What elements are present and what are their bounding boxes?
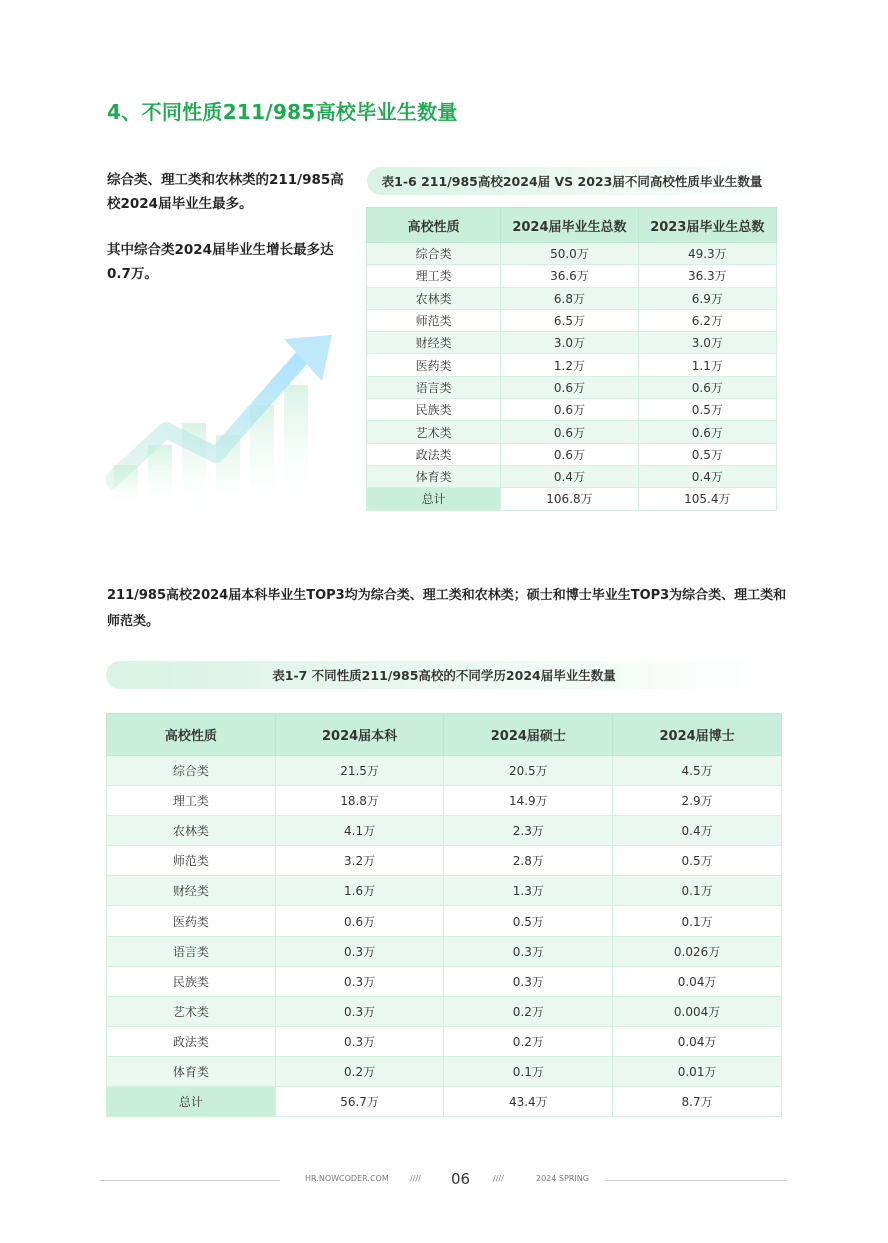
table1-body — [367, 243, 777, 511]
value-cell: 4.1万 — [275, 816, 444, 846]
value-cell: 6.5万 — [501, 309, 638, 331]
value-cell: 0.5万 — [638, 399, 776, 421]
column-header: 2023届毕业生总数 — [638, 208, 776, 243]
footer-divider-right — [605, 1180, 787, 1181]
table-row — [367, 287, 777, 309]
value-cell: 0.4万 — [613, 816, 782, 846]
category-cell: 语言类 — [107, 936, 276, 966]
value-cell: 1.6万 — [275, 876, 444, 906]
section-title: 4、不同性质211/985高校毕业生数量 — [107, 100, 458, 124]
value-cell: 0.04万 — [613, 966, 782, 996]
value-cell: 0.6万 — [501, 443, 638, 465]
table2 — [106, 713, 782, 1117]
footer-divider-left — [100, 1180, 280, 1181]
footer-site: HR.NOWCODER.COM — [305, 1174, 389, 1183]
category-cell: 医药类 — [367, 354, 501, 376]
value-cell: 0.3万 — [275, 1026, 444, 1056]
value-cell: 2.9万 — [613, 786, 782, 816]
footer-separator: //// — [493, 1174, 504, 1183]
table-row — [367, 399, 777, 421]
value-cell: 0.3万 — [275, 996, 444, 1026]
value-cell: 0.3万 — [444, 966, 613, 996]
table-row — [367, 332, 777, 354]
page-number: 06 — [451, 1170, 471, 1188]
value-cell: 0.6万 — [501, 399, 638, 421]
value-cell: 1.1万 — [638, 354, 776, 376]
value-cell: 0.3万 — [275, 936, 444, 966]
total-value-cell: 105.4万 — [638, 488, 776, 510]
value-cell: 4.5万 — [613, 756, 782, 786]
value-cell: 49.3万 — [638, 243, 776, 265]
table-row — [367, 421, 777, 443]
table-row — [107, 1026, 782, 1056]
value-cell: 0.4万 — [501, 465, 638, 487]
value-cell: 0.6万 — [501, 421, 638, 443]
footer-separator: //// — [410, 1174, 421, 1183]
footer-edition: 2024 SPRING — [536, 1174, 589, 1183]
category-cell: 财经类 — [107, 876, 276, 906]
value-cell: 0.04万 — [613, 1026, 782, 1056]
category-cell: 农林类 — [107, 816, 276, 846]
category-cell: 农林类 — [367, 287, 501, 309]
total-value-cell: 56.7万 — [275, 1087, 444, 1117]
table-row — [107, 756, 782, 786]
total-row — [367, 488, 777, 510]
table-row — [107, 876, 782, 906]
table-row — [107, 936, 782, 966]
value-cell: 1.2万 — [501, 354, 638, 376]
value-cell: 0.2万 — [275, 1056, 444, 1086]
table2-body — [107, 756, 782, 1117]
table-row — [107, 846, 782, 876]
table-row — [107, 996, 782, 1026]
category-cell: 民族类 — [107, 966, 276, 996]
value-cell: 6.9万 — [638, 287, 776, 309]
table-row — [367, 243, 777, 265]
table-row — [107, 906, 782, 936]
category-cell: 艺术类 — [107, 996, 276, 1026]
value-cell: 0.5万 — [444, 906, 613, 936]
value-cell: 18.8万 — [275, 786, 444, 816]
total-value-cell: 8.7万 — [613, 1087, 782, 1117]
table-row — [367, 443, 777, 465]
value-cell: 0.004万 — [613, 996, 782, 1026]
table2-title-bar — [106, 661, 782, 689]
table-row — [367, 265, 777, 287]
category-cell: 体育类 — [367, 465, 501, 487]
column-header: 2024届本科 — [275, 714, 444, 756]
intro-text — [107, 168, 357, 308]
value-cell: 14.9万 — [444, 786, 613, 816]
table1 — [366, 207, 777, 511]
value-cell: 3.0万 — [501, 332, 638, 354]
total-label-cell: 总计 — [107, 1087, 276, 1117]
value-cell: 0.5万 — [638, 443, 776, 465]
value-cell: 0.2万 — [444, 1026, 613, 1056]
table-row — [367, 354, 777, 376]
value-cell: 20.5万 — [444, 756, 613, 786]
table-row — [107, 966, 782, 996]
value-cell: 50.0万 — [501, 243, 638, 265]
column-header: 高校性质 — [367, 208, 501, 243]
category-cell: 医药类 — [107, 906, 276, 936]
total-value-cell: 43.4万 — [444, 1087, 613, 1117]
table-row — [367, 309, 777, 331]
column-header: 2024届博士 — [613, 714, 782, 756]
growth-arrow-decoration — [106, 335, 336, 510]
category-cell: 语言类 — [367, 376, 501, 398]
value-cell: 0.5万 — [613, 846, 782, 876]
value-cell: 36.6万 — [501, 265, 638, 287]
table-row — [107, 1056, 782, 1086]
value-cell: 0.3万 — [444, 936, 613, 966]
page-footer — [0, 1170, 888, 1190]
value-cell: 6.8万 — [501, 287, 638, 309]
value-cell: 0.6万 — [275, 906, 444, 936]
value-cell: 0.026万 — [613, 936, 782, 966]
category-cell: 政法类 — [107, 1026, 276, 1056]
total-label-cell: 总计 — [367, 488, 501, 510]
table-header-row — [107, 714, 782, 756]
value-cell: 3.0万 — [638, 332, 776, 354]
table-row — [107, 816, 782, 846]
intro-paragraph-1: 综合类、理工类和农林类的211/985高校2024届毕业生最多。 — [107, 172, 344, 212]
column-header: 高校性质 — [107, 714, 276, 756]
value-cell: 0.6万 — [638, 376, 776, 398]
value-cell: 0.01万 — [613, 1056, 782, 1086]
value-cell: 2.3万 — [444, 816, 613, 846]
category-cell: 师范类 — [367, 309, 501, 331]
category-cell: 综合类 — [107, 756, 276, 786]
category-cell: 理工类 — [367, 265, 501, 287]
value-cell: 0.6万 — [501, 376, 638, 398]
paragraph-2: 211/985高校2024届本科毕业生TOP3均为综合类、理工类和农林类；硕士和博士毕业生TOP3为综合类、理工类和师范类。 — [107, 588, 787, 629]
value-cell: 21.5万 — [275, 756, 444, 786]
table-row — [367, 376, 777, 398]
category-cell: 财经类 — [367, 332, 501, 354]
value-cell: 1.3万 — [444, 876, 613, 906]
table2-title: 表1-7 不同性质211/985高校的不同学历2024届毕业生数量 — [272, 668, 616, 683]
value-cell: 2.8万 — [444, 846, 613, 876]
column-header: 2024届硕士 — [444, 714, 613, 756]
value-cell: 0.4万 — [638, 465, 776, 487]
value-cell: 0.2万 — [444, 996, 613, 1026]
category-cell: 师范类 — [107, 846, 276, 876]
value-cell: 0.1万 — [444, 1056, 613, 1086]
value-cell: 0.6万 — [638, 421, 776, 443]
value-cell: 0.1万 — [613, 876, 782, 906]
table-header-row — [367, 208, 777, 243]
category-cell: 政法类 — [367, 443, 501, 465]
value-cell: 0.3万 — [275, 966, 444, 996]
value-cell: 3.2万 — [275, 846, 444, 876]
category-cell: 艺术类 — [367, 421, 501, 443]
value-cell: 0.1万 — [613, 906, 782, 936]
category-cell: 民族类 — [367, 399, 501, 421]
value-cell: 36.3万 — [638, 265, 776, 287]
category-cell: 理工类 — [107, 786, 276, 816]
value-cell: 6.2万 — [638, 309, 776, 331]
table1-title-bar — [367, 167, 777, 195]
total-row — [107, 1087, 782, 1117]
category-cell: 综合类 — [367, 243, 501, 265]
category-cell: 体育类 — [107, 1056, 276, 1086]
table-row — [367, 465, 777, 487]
table1-title: 表1-6 211/985高校2024届 VS 2023届不同高校性质毕业生数量 — [381, 174, 763, 189]
table-row — [107, 786, 782, 816]
column-header: 2024届毕业生总数 — [501, 208, 638, 243]
intro-paragraph-2: 其中综合类2024届毕业生增长最多达0.7万。 — [107, 242, 334, 282]
total-value-cell: 106.8万 — [501, 488, 638, 510]
